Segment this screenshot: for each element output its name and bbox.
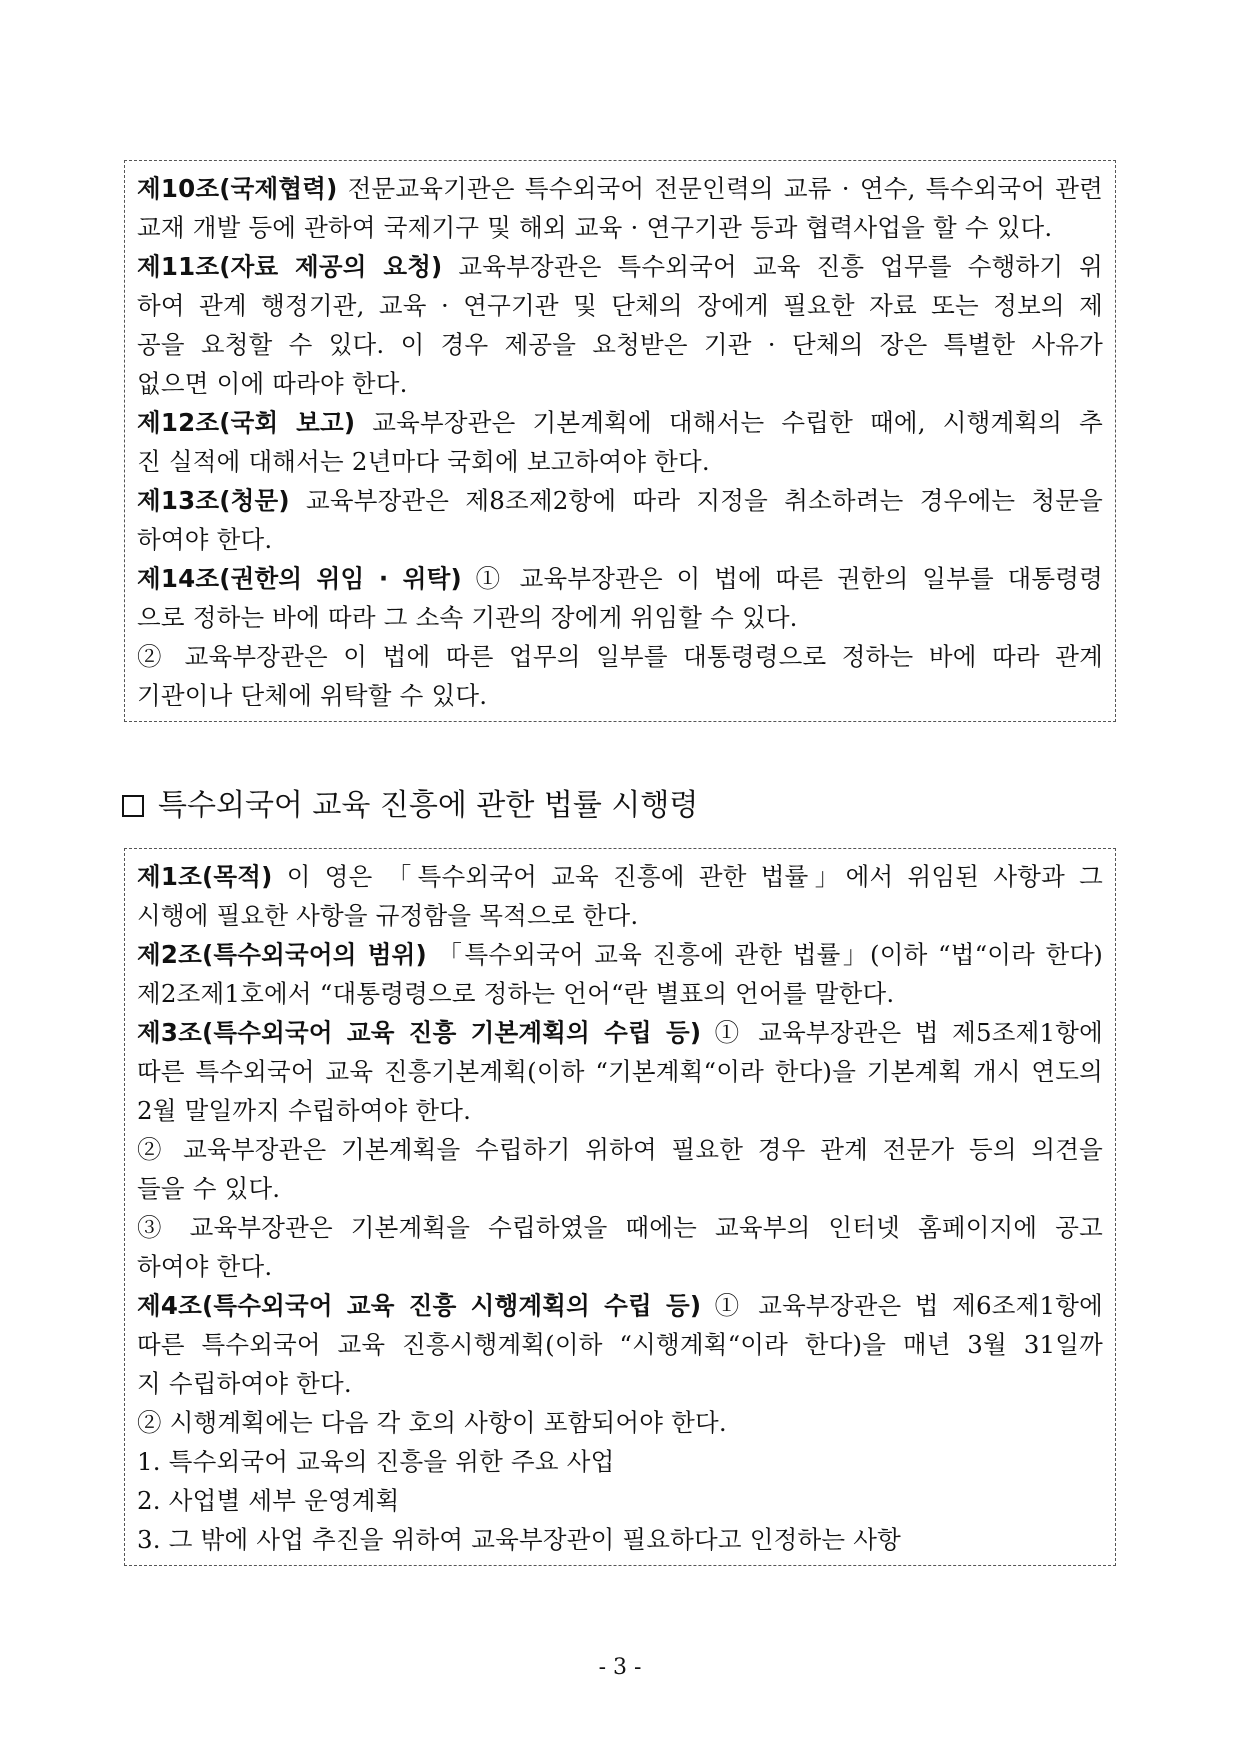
article-text: 공을 요청할 수 있다. 이 경우 제공을 요청받은 기관 · 단체의 장은 특별한 사유가 <box>137 330 1103 359</box>
article-text: 교재 개발 등에 관하여 국제기구 및 해외 교육 · 연구기관 등과 협력사업을 할 수 있다. <box>137 213 1053 242</box>
article-text: 「특수외국어 교육 진흥에 관한 법률」(이하 “법“이라 한다) <box>426 940 1103 969</box>
article-title: 제10조(국제협력) <box>137 174 338 203</box>
article-text: ② 교육부장관은 기본계획을 수립하기 위하여 필요한 경우 관계 전문가 등의 의견을 <box>137 1135 1103 1164</box>
text-line <box>137 1403 1103 1442</box>
text-line <box>137 481 1103 520</box>
section-heading <box>122 786 698 826</box>
article-text: ① 교육부장관은 법 제5조제1항에 <box>701 1018 1103 1047</box>
article-text: 들을 수 있다. <box>137 1174 281 1203</box>
text-line <box>137 1481 1103 1520</box>
text-line <box>137 1442 1103 1481</box>
text-line <box>137 1130 1103 1169</box>
article-text: ② 교육부장관은 이 법에 따른 업무의 일부를 대통령령으로 정하는 바에 따라 관계 <box>137 642 1103 671</box>
text-line <box>137 637 1103 676</box>
text-line <box>137 520 1103 559</box>
article-text: 기관이나 단체에 위탁할 수 있다. <box>137 681 488 710</box>
text-line <box>137 896 1103 935</box>
text-line <box>137 974 1103 1013</box>
article-title: 제4조(특수외국어 교육 진흥 시행계획의 수립 등) <box>137 1291 702 1320</box>
article-text: 없으면 이에 따라야 한다. <box>137 369 408 398</box>
section-heading-title: 특수외국어 교육 진흥에 관한 법률 시행령 <box>158 788 699 823</box>
text-line <box>137 1286 1103 1325</box>
text-line <box>137 857 1103 896</box>
text-line <box>137 1169 1103 1208</box>
text-line <box>137 442 1103 481</box>
article-title: 제11조(자료 제공의 요청) <box>137 252 443 281</box>
text-line <box>137 247 1103 286</box>
article-text: 하여 관계 행정기관, 교육 · 연구기관 및 단체의 장에게 필요한 자료 또는 정보의 제 <box>137 291 1103 320</box>
text-line <box>137 935 1103 974</box>
article-text: 으로 정하는 바에 따라 그 소속 기관의 장에게 위임할 수 있다. <box>137 603 798 632</box>
article-text: 2. 사업별 세부 운영계획 <box>137 1486 400 1515</box>
checkbox-square-icon <box>122 795 144 817</box>
text-line <box>137 559 1103 598</box>
article-text: 제2조제1호에서 “대통령령으로 정하는 언어“란 별표의 언어를 말한다. <box>137 979 895 1008</box>
text-line <box>137 403 1103 442</box>
article-text: 따른 특수외국어 교육 진흥기본계획(이하 “기본계획“이라 한다)을 기본계획 개시 연도의 <box>137 1057 1103 1086</box>
enforcement-decree-box <box>124 848 1116 1566</box>
text-line <box>137 208 1103 247</box>
text-line <box>137 169 1103 208</box>
text-line <box>137 1052 1103 1091</box>
article-text: 전문교육기관은 특수외국어 전문인력의 교류 · 연수, 특수외국어 관련 <box>337 174 1103 203</box>
text-line <box>137 1325 1103 1364</box>
article-text: 지 수립하여야 한다. <box>137 1369 352 1398</box>
article-text: 진 실적에 대해서는 2년마다 국회에 보고하여야 한다. <box>137 447 710 476</box>
page-number: - 3 - <box>598 1655 642 1680</box>
article-text: 교육부장관은 제8조제2항에 따라 지정을 취소하려는 경우에는 청문을 <box>289 486 1103 515</box>
text-line <box>137 1013 1103 1052</box>
article-text: 3. 그 밖에 사업 추진을 위하여 교육부장관이 필요하다고 인정하는 사항 <box>137 1525 901 1554</box>
article-text: 따른 특수외국어 교육 진흥시행계획(이하 “시행계획“이라 한다)을 매년 3월 31일까 <box>137 1330 1103 1359</box>
article-text: ① 교육부장관은 이 법에 따른 권한의 일부를 대통령령 <box>461 564 1103 593</box>
article-text: 이 영은 「특수외국어 교육 진흥에 관한 법률」에서 위임된 사항과 그 <box>272 862 1103 891</box>
article-text: ② 시행계획에는 다음 각 호의 사항이 포함되어야 한다. <box>137 1408 727 1437</box>
text-line <box>137 1520 1103 1559</box>
article-text: 하여야 한다. <box>137 1252 273 1281</box>
article-text: 2월 말일까지 수립하여야 한다. <box>137 1096 472 1125</box>
article-title: 제2조(특수외국어의 범위) <box>137 940 427 969</box>
article-text: ③ 교육부장관은 기본계획을 수립하였을 때에는 교육부의 인터넷 홈페이지에 공고 <box>137 1213 1103 1242</box>
text-line <box>137 325 1103 364</box>
text-line <box>137 1247 1103 1286</box>
article-title: 제3조(특수외국어 교육 진흥 기본계획의 수립 등) <box>137 1018 702 1047</box>
article-title: 제14조(권한의 위임 · 위탁) <box>137 564 462 593</box>
article-text: 시행에 필요한 사항을 규정함을 목적으로 한다. <box>137 901 639 930</box>
text-line <box>137 598 1103 637</box>
article-text: ① 교육부장관은 법 제6조제1항에 <box>701 1291 1103 1320</box>
article-title: 제13조(청문) <box>137 486 290 515</box>
article-text: 교육부장관은 특수외국어 교육 진흥 업무를 수행하기 위 <box>442 252 1103 281</box>
article-text: 교육부장관은 기본계획에 대해서는 수립한 때에, 시행계획의 추 <box>355 408 1103 437</box>
text-line <box>137 1364 1103 1403</box>
text-line <box>137 364 1103 403</box>
text-line <box>137 1208 1103 1247</box>
law-articles-box <box>124 160 1116 722</box>
article-title: 제1조(목적) <box>137 862 273 891</box>
text-line <box>137 676 1103 715</box>
article-title: 제12조(국회 보고) <box>137 408 356 437</box>
article-text: 하여야 한다. <box>137 525 273 554</box>
article-text: 1. 특수외국어 교육의 진흥을 위한 주요 사업 <box>137 1447 615 1476</box>
text-line <box>137 286 1103 325</box>
text-line <box>137 1091 1103 1130</box>
